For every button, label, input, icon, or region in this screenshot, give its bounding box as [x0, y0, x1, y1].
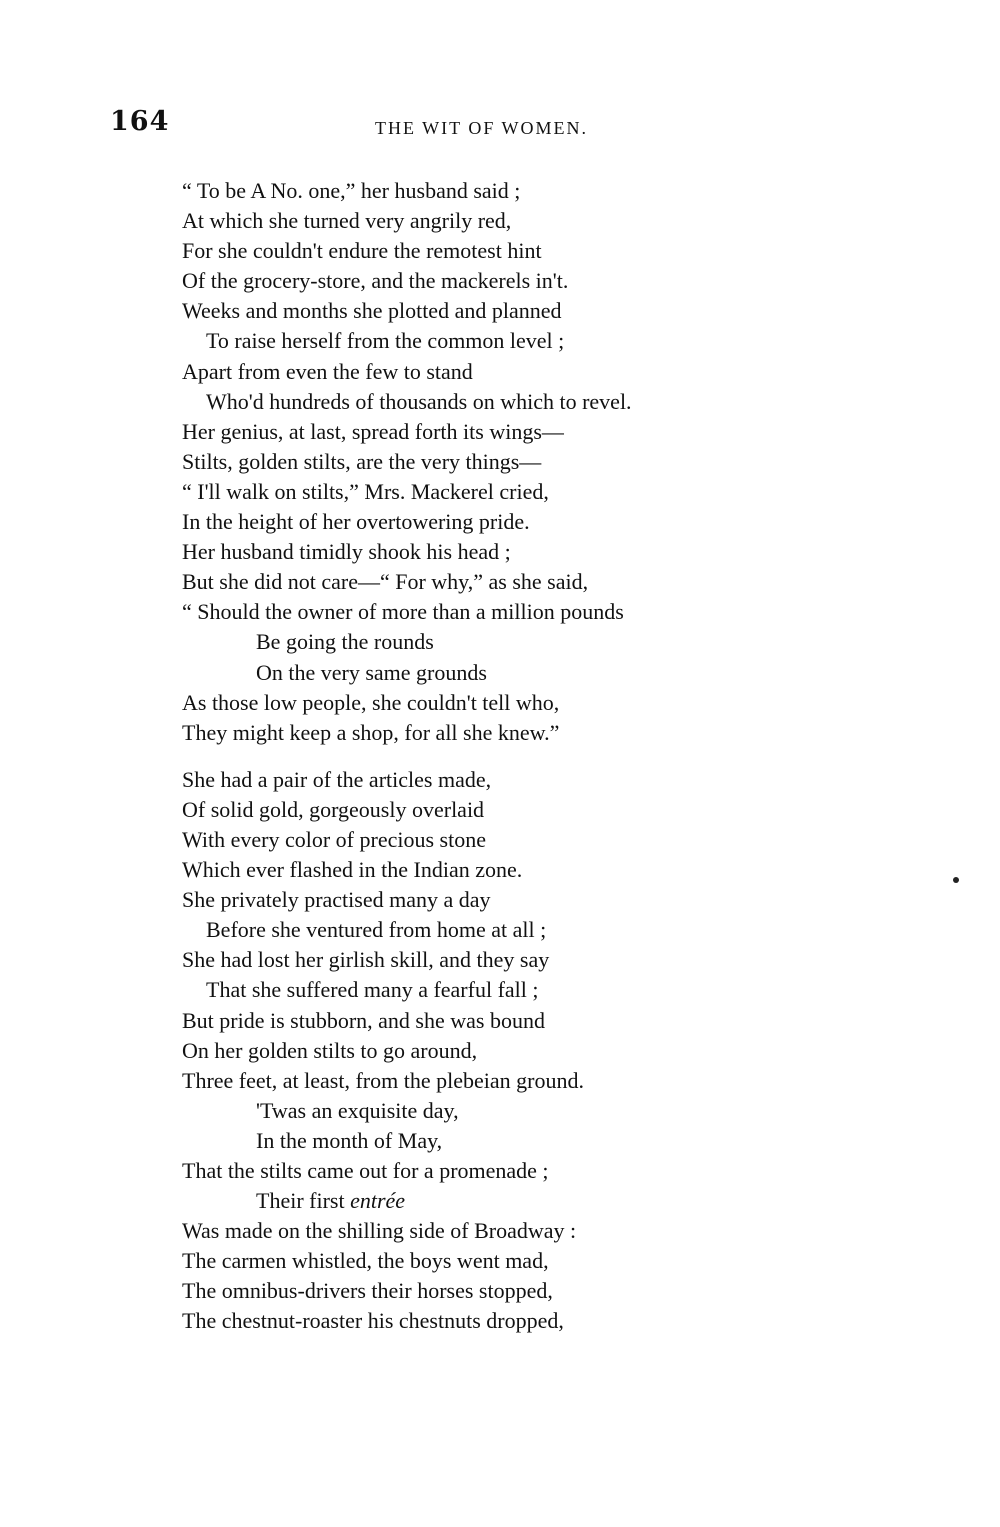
- poem-line-text: Was made on the shilling side of Broadway :: [182, 1218, 577, 1244]
- poem-line-text: For she couldn't endure the remotest hint: [182, 238, 542, 264]
- poem-line-text: At which she turned very angrily red,: [182, 208, 512, 234]
- poem-line-text: The omnibus-drivers their horses stopped,: [182, 1278, 553, 1304]
- poem-line: [182, 1126, 822, 1156]
- poem-line: [182, 507, 822, 537]
- poem-line: [182, 855, 822, 885]
- poem-line: [182, 597, 822, 627]
- poem-line-text: Her husband timidly shook his head ;: [182, 539, 511, 565]
- page-header: [110, 106, 770, 146]
- poem-line: [182, 658, 822, 688]
- poem-line-text: 'Twas an exquisite day,: [256, 1097, 459, 1123]
- poem-line-text: Their first: [256, 1188, 351, 1214]
- poem-line: [182, 567, 822, 597]
- poem-line-text: In the height of her overtowering pride.: [182, 509, 530, 535]
- poem-line: [182, 1036, 822, 1066]
- poem-line: [182, 1276, 822, 1306]
- stanza-1: [182, 176, 822, 748]
- poem-line-text: Her genius, at last, spread forth its wings—: [182, 418, 564, 444]
- poem-line: [182, 176, 822, 206]
- stanza-break: [182, 748, 822, 765]
- poem-line-text: “ Should the owner of more than a million pounds: [182, 599, 624, 625]
- poem-line: [182, 915, 822, 945]
- poem-line: [182, 765, 822, 795]
- poem-line: [182, 357, 822, 387]
- poem-line: [182, 417, 822, 447]
- poem-line-text: That the stilts came out for a promenade ;: [182, 1158, 549, 1183]
- poem-line-text: To raise herself from the common level ;: [206, 328, 565, 354]
- poem-line-text: On her golden stilts to go around,: [182, 1037, 478, 1063]
- running-title: THE WIT OF WOMEN.: [375, 118, 588, 138]
- poem-line: [182, 1216, 822, 1246]
- poem-line-text: Three feet, at least, from the plebeian ground.: [182, 1067, 584, 1093]
- poem-line-text: But pride is stubborn, and she was bound: [182, 1007, 545, 1033]
- poem-line: [182, 296, 822, 326]
- poem-line: [182, 236, 822, 266]
- poem-line-text: She had a pair of the articles made,: [182, 766, 492, 792]
- poem-line-text: The chestnut-roaster his chestnuts dropped,: [182, 1308, 564, 1334]
- poem-text: [182, 176, 822, 1337]
- poem-line-text: Who'd hundreds of thousands on which to revel.: [206, 388, 632, 414]
- poem-line-text: Be going the rounds: [256, 629, 434, 655]
- ink-speck: [953, 877, 959, 883]
- poem-line-text: That she suffered many a fearful fall ;: [206, 977, 539, 1003]
- page-number: 164: [110, 106, 170, 137]
- poem-line: [182, 885, 822, 915]
- poem-line-text: She privately practised many a day: [182, 887, 491, 913]
- poem-line-text: But she did not care—“ For why,” as she said,: [182, 569, 589, 595]
- poem-line: [182, 1246, 822, 1276]
- poem-line-text: Which ever flashed in the Indian zone.: [182, 857, 523, 883]
- poem-line: [182, 387, 822, 417]
- poem-line-text: They might keep a shop, for all she knew.”: [182, 719, 560, 745]
- poem-line-text: On the very same grounds: [256, 659, 487, 685]
- poem-line: [182, 1306, 822, 1336]
- poem-line: [182, 1096, 822, 1126]
- poem-line: [182, 326, 822, 356]
- poem-line: [182, 206, 822, 236]
- poem-line: [182, 1006, 822, 1036]
- poem-line: [182, 1066, 822, 1096]
- stanza-2: [182, 765, 822, 1337]
- poem-line: [182, 266, 822, 296]
- poem-line-text: Weeks and months she plotted and planned: [182, 298, 562, 324]
- poem-line-text: Apart from even the few to stand: [182, 358, 473, 384]
- poem-line: [182, 688, 822, 718]
- poem-line-text: The carmen whistled, the boys went mad,: [182, 1248, 549, 1274]
- poem-line: [182, 447, 822, 477]
- poem-line-text: As those low people, she couldn't tell who,: [182, 689, 560, 715]
- poem-line: [182, 795, 822, 825]
- italic-word: entrée: [350, 1188, 406, 1214]
- poem-line: [182, 945, 822, 975]
- poem-line-text: With every color of precious stone: [182, 826, 486, 852]
- poem-line-text: She had lost her girlish skill, and they say: [182, 947, 550, 973]
- poem-line: [182, 627, 822, 657]
- poem-line: [182, 537, 822, 567]
- poem-line: [182, 1156, 822, 1186]
- poem-line-text: Stilts, golden stilts, are the very things—: [182, 448, 542, 474]
- poem-line-text: “ I'll walk on stilts,” Mrs. Mackerel cried,: [182, 478, 549, 504]
- poem-line-text: In the month of May,: [256, 1127, 443, 1153]
- poem-line: [182, 825, 822, 855]
- poem-line-text: Before she ventured from home at all ;: [206, 917, 547, 943]
- poem-line: [182, 718, 822, 748]
- poem-line-text: “ To be A No. one,” her husband said ;: [182, 178, 521, 203]
- poem-line-text: Of the grocery-store, and the mackerels in't.: [182, 268, 569, 294]
- poem-line: [182, 1186, 822, 1216]
- poem-line: [182, 477, 822, 507]
- poem-line-text: Of solid gold, gorgeously overlaid: [182, 796, 485, 822]
- poem-line: [182, 975, 822, 1005]
